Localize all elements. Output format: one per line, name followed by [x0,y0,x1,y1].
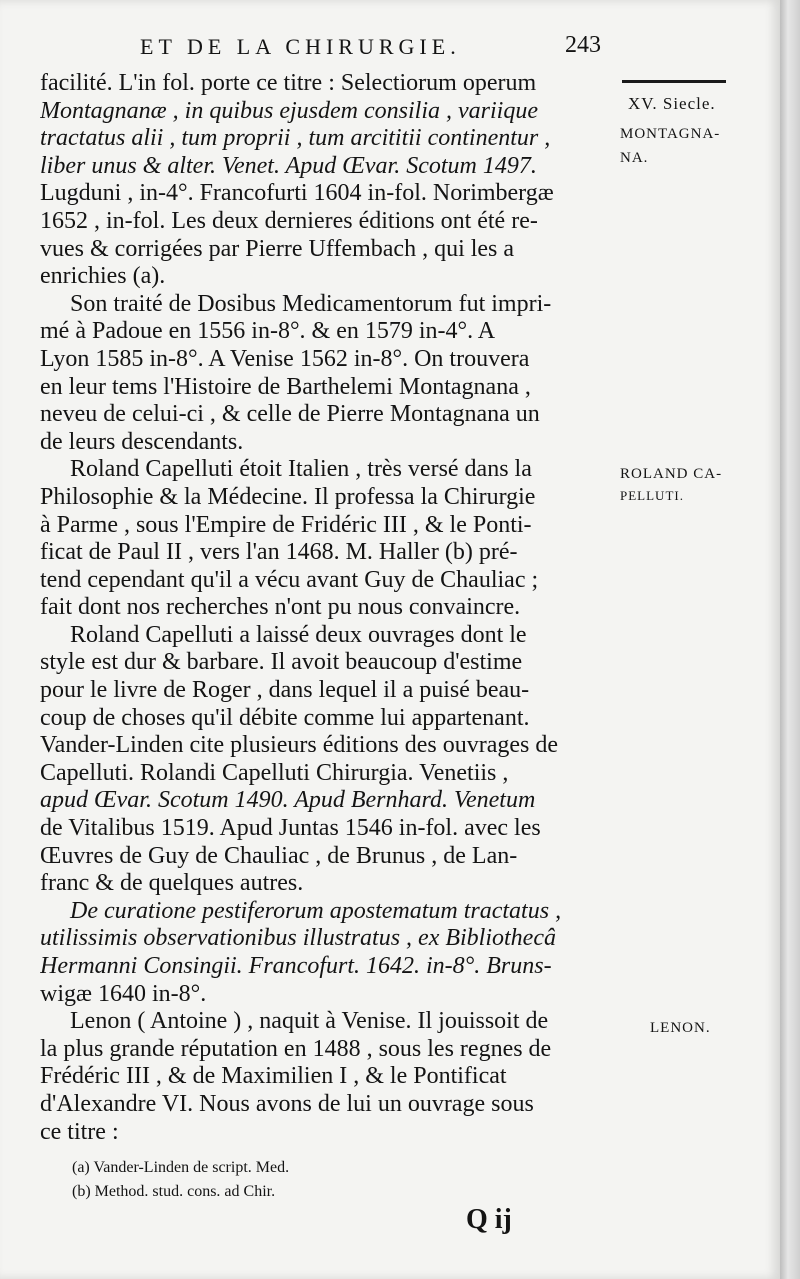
text-line: style est dur & barbare. Il avoit beaucoup d'estime [40,649,523,676]
text-line: Son traité de Dosibus Medicamentorum fut impri- [70,290,552,317]
text-line: Œuvres de Guy de Chauliac , de Brunus , de Lan- [40,842,518,869]
text-line: vues & corrigées par Pierre Uffembach , qui les a [40,235,515,262]
footnote-a: (a) Vander-Linden de script. Med. [72,1159,290,1176]
signature-mark: Q ij [466,1204,512,1235]
text-line: neveu de celui-ci , & celle de Pierre Montagnana un [40,401,540,428]
text-line: ficat de Paul II , vers l'an 1468. M. Haller (b) pré- [40,539,518,566]
margin-note-capelluti-1: ROLAND CA- [620,466,723,482]
text-line: Roland Capelluti a laissé deux ouvrages dont le [70,621,527,648]
page-number: 243 [565,32,601,58]
margin-rule [622,80,726,83]
margin-note-montagnana-1: MONTAGNA- [620,126,721,142]
text-line: Philosophie & la Médecine. Il professa la Chirurgie [40,483,536,510]
footnote-b: (b) Method. stud. cons. ad Chir. [72,1183,276,1200]
text-line: Hermanni Consingii. Francofurt. 1642. in-8°. Bruns- [40,953,552,979]
text-line: enrichies (a). [40,263,166,290]
body-text [40,70,620,1146]
text-line: fait dont nos recherches n'ont pu nous convaincre. [40,594,521,621]
text-line: pour le livre de Roger , dans lequel il a puisé beau- [40,677,530,704]
running-title: ET DE LA CHIRURGIE. [140,34,461,59]
footnotes [72,1156,632,1204]
text-line: 1652 , in-fol. Les deux dernieres éditions ont été re- [40,207,538,234]
text-line: coup de choses qu'il débite comme lui appartenant. [40,704,530,731]
margin-note-century: XV. Siecle. [628,94,716,113]
text-line: Montagnanæ , in quibus ejusdem consilia , variique [40,97,538,124]
text-line: la plus grande réputation en 1488 , sous les regnes de [40,1035,552,1062]
text-line: de Vitalibus 1519. Apud Juntas 1546 in-fol. avec les [40,815,541,842]
text-line: apud Œvar. Scotum 1490. Apud Bernhard. Venetum [40,787,536,814]
text-line: à Parme , sous l'Empire de Fridéric III , & le Ponti- [40,511,532,538]
text-line: Roland Capelluti étoit Italien , très versé dans la [70,456,532,483]
page-edge [780,0,800,1279]
text-line: de leurs descendants. [40,428,244,455]
text-line: Lenon ( Antoine ) , naquit à Venise. Il jouissoit de [70,1008,549,1035]
text-line: wigæ 1640 in-8°. [40,980,207,1007]
text-line: Lugduni , in-4°. Francofurti 1604 in-fol. Norimbergæ [40,180,554,207]
text-line: en leur tems l'Histoire de Barthelemi Montagnana , [40,373,531,400]
margin-note-lenon: LENON. [650,1020,711,1036]
text-line: Vander-Linden cite plusieurs éditions des ouvrages de [40,732,559,759]
margin-note-montagnana-2: NA. [620,150,649,166]
text-line: ce titre : [40,1118,119,1145]
text-line: De curatione pestiferorum apostematum tractatus , [70,897,562,924]
margin-note-capelluti-2: PELLUTI. [620,488,684,503]
text-line: mé à Padoue en 1556 in-8°. & en 1579 in-4°. A [40,318,496,345]
text-line: d'Alexandre VI. Nous avons de lui un ouvrage sous [40,1090,534,1117]
text-line: Lyon 1585 in-8°. A Venise 1562 in-8°. On trouvera [40,345,530,372]
text-line: utilissimis observationibus illustratus , ex Bibliothecâ [40,925,556,952]
text-line: liber unus & alter. Venet. Apud Œvar. Scotum 1497. [40,152,537,179]
text-line: franc & de quelques autres. [40,870,304,897]
text-line: tractatus alii , tum proprii , tum arcititii continentur , [40,125,551,152]
text-line: facilité. L'in fol. porte ce titre : Selectiorum operum [40,70,537,96]
text-line: Capelluti. Rolandi Capelluti Chirurgia. Venetiis , [40,759,509,786]
text-line: Frédéric III , & de Maximilien I , & le Pontificat [40,1063,507,1090]
text-line: tend cependant qu'il a vécu avant Guy de Chauliac ; [40,566,539,593]
